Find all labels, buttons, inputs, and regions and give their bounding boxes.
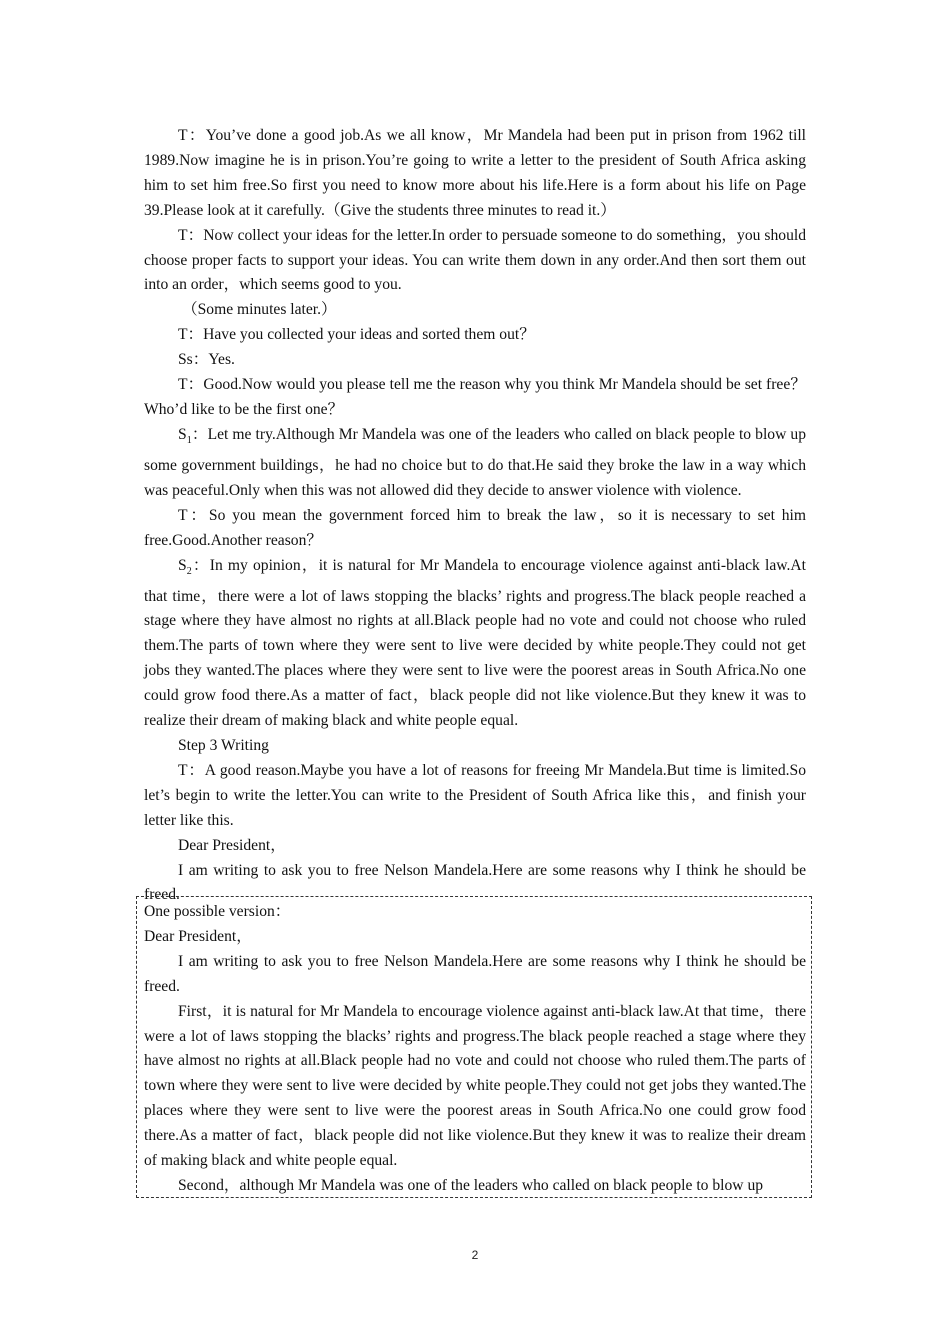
student-line: [144, 554, 806, 734]
teacher-line: T：Have you collected your ideas and sorted them out？: [178, 326, 535, 344]
teacher-line: T：Now collect your ideas for the letter.In order to persuade someone to do something，you should choose proper facts to support your ideas. You can write them down in any order.And then sort them out into an order，which seems good to you.: [144, 226, 806, 294]
students-line: Ss：Yes.: [178, 351, 235, 369]
speaker-index: 2: [186, 565, 192, 577]
teacher-line: T：So you mean the government forced him to break the law，so it is necessary to set him free.Good.Another reason？: [144, 506, 806, 549]
stage-direction: （Some minutes later.）: [182, 301, 337, 319]
teacher-line: T：A good reason.Maybe you have a lot of reasons for freeing Mr Mandela.But time is limited.So let’s begin to write the letter.You can write to the President of South Africa like this，and finish your letter like this.: [144, 761, 806, 829]
sample-letter-content: [144, 900, 806, 1198]
student-speech: ：Let me try.Although Mr Mandela was one of the leaders who called on black people to blow up some government buildings，he had no choice but to do that.He said they broke the law in a way which was peaceful.Only when this was not allowed did they decide to answer violence with violence.: [144, 425, 806, 499]
box-paragraph: I am writing to ask you to free Nelson Mandela.Here are some reasons why I think he should be freed.: [144, 952, 806, 995]
student-line: [144, 423, 806, 504]
sample-letter-box: [136, 896, 812, 1198]
letter-salutation: Dear President，: [178, 836, 286, 854]
teacher-line: T：You’ve done a good job.As we all know，Mr Mandela had been put in prison from 1962 till 1989.Now imagine he is in prison.You’re going to write a letter to the president of South Africa asking him to set him free.So first you need to know more about his life.Here is a form about his life on Page 39.Please look at it carefully.（Give the students three minutes to read it.）: [144, 127, 806, 219]
speaker-label: S: [178, 425, 187, 443]
letter-opening: I am writing to ask you to free Nelson Mandela.Here are some reasons why I think he should be freed.: [144, 861, 806, 904]
page-number: 2: [471, 1248, 479, 1262]
box-salutation: Dear President，: [144, 927, 252, 945]
student-speech: ：In my opinion，it is natural for Mr Mandela to encourage violence against anti-black law.At that time，there were a lot of laws stopping the blacks’ rights and progress.The black people reached a stage where they have almost no rights at all.Black people had no vote and could not choose who ruled them.The parts of town where they were sent to live were decided by white people.They could not get jobs they wanted.The places where they were sent to live were the poorest areas in South Africa.No one could grow food there.As a matter of fact，black people did not like violence.But they knew it was to realize their dream of making black and white people equal.: [144, 556, 806, 730]
box-paragraph: First，it is natural for Mr Mandela to encourage violence against anti-black law.At that time，there were a lot of laws stopping the blacks’ rights and progress.The black people reached a stage where they have almost no rights at all.Black people had no vote and could not choose who ruled them.The parts of town where they were sent to live were decided by white people.They could not get jobs they wanted.The places where they were sent to live were the poorest areas in South Africa.No one could grow food there.As a matter of fact，black people did not like violence.But they knew it was to realize their dream of making black and white people equal.: [144, 1002, 806, 1170]
step-heading: Step 3 Writing: [178, 736, 269, 754]
speaker-label: S: [178, 556, 187, 574]
lesson-body: [144, 124, 806, 908]
box-heading: One possible version：: [144, 903, 291, 920]
speaker-index: 1: [186, 434, 192, 446]
box-paragraph: Second，although Mr Mandela was one of the leaders who called on black people to blow up: [178, 1176, 764, 1194]
teacher-line: T：Good.Now would you please tell me the reason why you think Mr Mandela should be set free？Who’d like to be the first one？: [144, 376, 806, 418]
